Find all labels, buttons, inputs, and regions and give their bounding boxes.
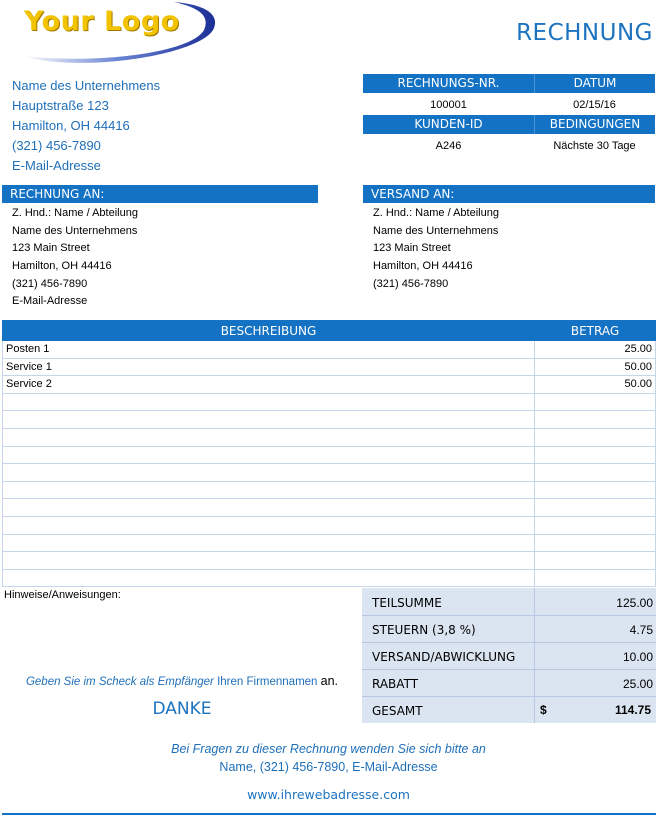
item-amount: 50.00	[535, 358, 656, 376]
customer-id-header: KUNDEN-ID	[363, 115, 534, 134]
check-note	[2, 674, 362, 688]
empty-description-cell	[3, 464, 535, 482]
table-row	[3, 358, 656, 376]
ship-to-line: 123 Main Street	[373, 242, 451, 254]
item-description: Service 1	[3, 358, 535, 376]
check-note-company: Ihren Firmennamen	[213, 676, 321, 688]
table-row-empty	[3, 534, 656, 552]
empty-description-cell	[3, 499, 535, 517]
shipping-label: VERSAND/ABWICKLUNG	[372, 650, 516, 664]
terms-header: BEDINGUNGEN	[534, 115, 655, 134]
footer-question: Bei Fragen zu dieser Rechnung wenden Sie sich bitte an	[171, 742, 486, 756]
empty-description-cell	[3, 481, 535, 499]
page-title: RECHNUNG	[516, 20, 653, 46]
empty-description-cell	[3, 534, 535, 552]
bill-to-line: E-Mail-Adresse	[12, 295, 88, 307]
invoice-no-value: 100001	[430, 99, 467, 111]
company-street: Hauptstraße 123	[12, 98, 109, 113]
empty-amount-cell	[535, 534, 656, 552]
terms-value: Nächste 30 Tage	[553, 140, 636, 152]
discount-label: RABATT	[372, 677, 419, 691]
company-name: Name des Unternehmens	[12, 78, 161, 93]
bill-to-line: 123 Main Street	[12, 242, 90, 254]
check-note-end: an.	[320, 674, 339, 688]
table-row-empty	[3, 499, 656, 517]
footer-contact: Name, (321) 456-7890, E-Mail-Adresse	[219, 760, 438, 774]
company-logo	[14, 0, 224, 66]
table-row	[3, 376, 656, 394]
bill-to-line: (321) 456-7890	[12, 278, 88, 290]
company-email: E-Mail-Adresse	[12, 158, 101, 173]
table-row-empty	[3, 411, 656, 429]
thanks-text: DANKE	[152, 699, 212, 719]
amount-column-header: BETRAG	[535, 321, 656, 341]
ship-to-line: Hamilton, OH 44416	[373, 260, 473, 272]
empty-description-cell	[3, 552, 535, 570]
footer-divider	[2, 813, 656, 815]
bill-to-header: RECHNUNG AN:	[2, 185, 318, 203]
description-column-header: BESCHREIBUNG	[3, 321, 535, 341]
company-city: Hamilton, OH 44416	[12, 118, 130, 133]
ship-to-line: (321) 456-7890	[373, 278, 449, 290]
empty-description-cell	[3, 446, 535, 464]
line-items-body	[3, 341, 656, 587]
empty-description-cell	[3, 411, 535, 429]
ship-to-header: VERSAND AN:	[363, 185, 655, 203]
item-amount: 50.00	[535, 376, 656, 394]
tax-value: 4.75	[629, 623, 653, 637]
empty-amount-cell	[535, 569, 656, 587]
table-row-empty	[3, 481, 656, 499]
line-items-table	[2, 320, 656, 587]
ship-to-line: Name des Unternehmens	[373, 225, 499, 237]
total-label: GESAMT	[372, 704, 423, 718]
invoice-no-header: RECHNUNGS-NR.	[363, 74, 534, 93]
notes-label: Hinweise/Anweisungen:	[4, 589, 121, 601]
logo-text: Your Logo	[24, 6, 180, 37]
empty-description-cell	[3, 569, 535, 587]
date-value: 02/15/16	[573, 99, 616, 111]
empty-amount-cell	[535, 411, 656, 429]
bill-to-line: Name des Unternehmens	[12, 225, 138, 237]
bill-to-line: Hamilton, OH 44416	[12, 260, 112, 272]
footer-website-link[interactable]: www.ihrewebadresse.com	[247, 787, 410, 802]
empty-amount-cell	[535, 552, 656, 570]
tax-row	[362, 616, 656, 643]
empty-description-cell	[3, 516, 535, 534]
item-description: Service 2	[3, 376, 535, 394]
table-row	[3, 341, 656, 359]
bill-to-line: Z. Hnd.: Name / Abteilung	[12, 207, 138, 219]
discount-row	[362, 670, 656, 697]
shipping-row	[362, 643, 656, 670]
subtotal-label: TEILSUMME	[372, 596, 442, 610]
subtotal-row	[362, 588, 656, 616]
shipping-value: 10.00	[622, 650, 653, 664]
check-note-italic: Geben Sie im Scheck als Empfänger	[25, 676, 214, 688]
item-description: Posten 1	[3, 341, 535, 359]
customer-id-value: A246	[435, 140, 462, 152]
company-phone: (321) 456-7890	[12, 138, 101, 153]
total-row	[362, 697, 656, 723]
date-header: DATUM	[534, 74, 655, 93]
empty-description-cell	[3, 393, 535, 411]
item-amount: 25.00	[535, 341, 656, 359]
table-row-empty	[3, 428, 656, 446]
table-row-empty	[3, 569, 656, 587]
table-row-empty	[3, 393, 656, 411]
empty-amount-cell	[535, 481, 656, 499]
discount-value: 25.00	[622, 677, 653, 691]
empty-amount-cell	[535, 428, 656, 446]
empty-description-cell	[3, 428, 535, 446]
table-row-empty	[3, 552, 656, 570]
tax-label: STEUERN (3,8 %)	[372, 623, 476, 637]
table-row-empty	[3, 446, 656, 464]
ship-to-line: Z. Hnd.: Name / Abteilung	[373, 207, 499, 219]
subtotal-value: 125.00	[616, 596, 653, 610]
table-row-empty	[3, 516, 656, 534]
empty-amount-cell	[535, 516, 656, 534]
empty-amount-cell	[535, 393, 656, 411]
table-row-empty	[3, 464, 656, 482]
total-currency: $	[540, 703, 547, 717]
empty-amount-cell	[535, 499, 656, 517]
empty-amount-cell	[535, 446, 656, 464]
empty-amount-cell	[535, 464, 656, 482]
total-value: 114.75	[614, 703, 651, 717]
